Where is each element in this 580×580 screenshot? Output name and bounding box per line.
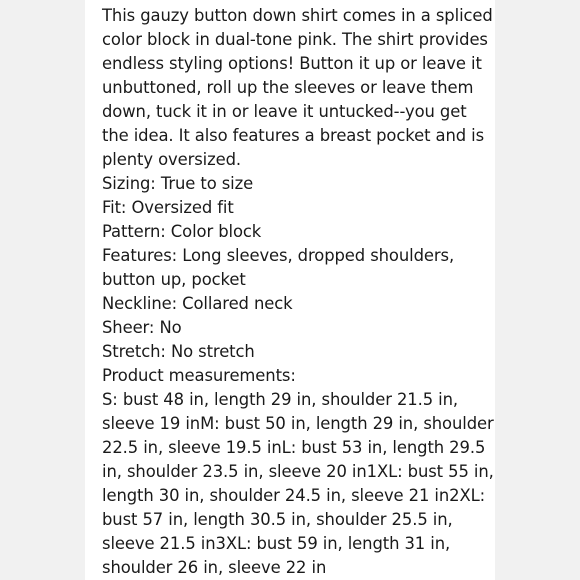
measurement-line: bust 57 in, length 30.5 in, shoulder 25.5 in, bbox=[102, 510, 453, 529]
description-line: down, tuck it in or leave it untucked--you get bbox=[102, 102, 467, 121]
description-line: plenty oversized. bbox=[102, 150, 242, 169]
left-margin bbox=[0, 0, 85, 580]
description-line: unbuttoned, roll up the sleeves or leave them bbox=[102, 78, 474, 97]
measurement-line: 22.5 in, sleeve 19.5 inL: bust 53 in, length 29.5 bbox=[102, 438, 486, 457]
product-description-text bbox=[102, 4, 494, 580]
spec-stretch: Stretch: No stretch bbox=[102, 342, 255, 361]
right-margin bbox=[495, 0, 580, 580]
description-line: color block in dual-tone pink. The shirt provides bbox=[102, 30, 488, 49]
measurement-line: shoulder 26 in, sleeve 22 in bbox=[102, 558, 327, 577]
measurement-line: length 30 in, shoulder 24.5 in, sleeve 21 in2XL: bbox=[102, 486, 486, 505]
spec-sizing: Sizing: True to size bbox=[102, 174, 254, 193]
description-line: This gauzy button down shirt comes in a spliced bbox=[102, 6, 493, 25]
description-line: endless styling options! Button it up or leave it bbox=[102, 54, 482, 73]
measurement-line: S: bust 48 in, length 29 in, shoulder 21.5 in, bbox=[102, 390, 459, 409]
spec-neckline: Neckline: Collared neck bbox=[102, 294, 293, 313]
product-description-card bbox=[85, 0, 495, 580]
spec-features-cont: button up, pocket bbox=[102, 270, 246, 289]
measurement-line: sleeve 19 inM: bust 50 in, length 29 in, shoulder bbox=[102, 414, 494, 433]
spec-sheer: Sheer: No bbox=[102, 318, 182, 337]
description-line: the idea. It also features a breast pocket and is bbox=[102, 126, 485, 145]
spec-fit: Fit: Oversized fit bbox=[102, 198, 234, 217]
measurement-line: sleeve 21.5 in3XL: bust 59 in, length 31 in, bbox=[102, 534, 451, 553]
spec-pattern: Pattern: Color block bbox=[102, 222, 262, 241]
spec-features: Features: Long sleeves, dropped shoulders, bbox=[102, 246, 455, 265]
spec-measurements-heading: Product measurements: bbox=[102, 366, 296, 385]
measurement-line: in, shoulder 23.5 in, sleeve 20 in1XL: bust 55 in, bbox=[102, 462, 494, 481]
